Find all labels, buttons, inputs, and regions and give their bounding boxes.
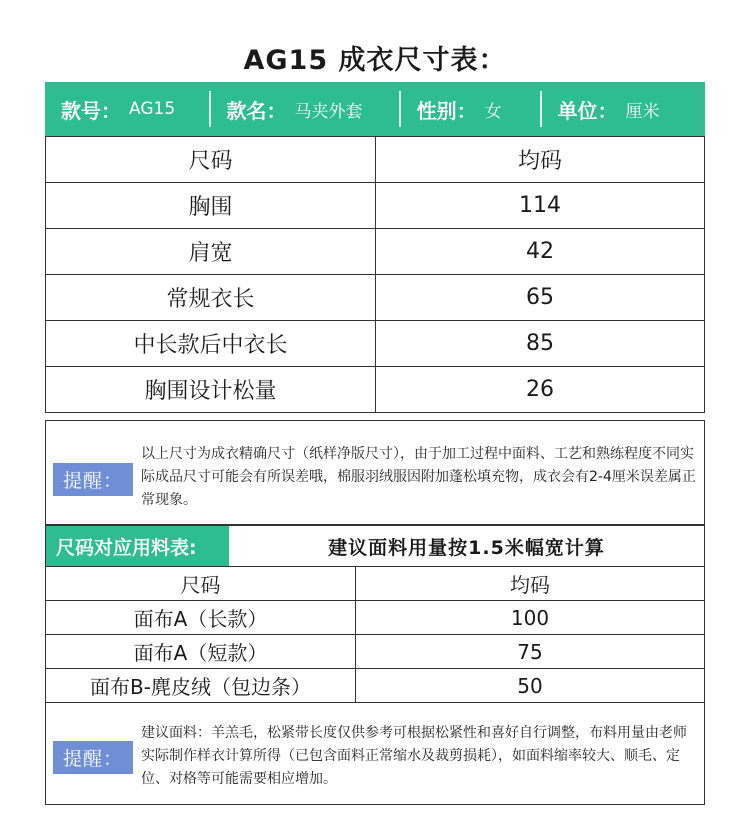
table-row xyxy=(46,183,705,229)
style-name-label: 款名： xyxy=(226,98,287,123)
table-header-row xyxy=(46,137,705,183)
measurement-name: 胸围设计松量 xyxy=(46,367,376,413)
table-header-cell: 尺码 xyxy=(46,567,356,601)
reminder-text: 以上尺寸为成衣精确尺寸（纸样净版尺寸），由于加工过程中面料、工艺和熟练程度不同实际成品尺寸可能会有所误差哦，棉服羽绒服因附加蓬松填充物，成衣会有2-4厘米误差属正常现象。 xyxy=(141,446,696,508)
gender-value: 女 xyxy=(484,101,502,122)
style-name xyxy=(209,91,399,127)
table-row xyxy=(46,229,705,275)
table-row xyxy=(46,367,705,413)
style-number-label: 款号： xyxy=(61,98,121,123)
fabric-name: 面布A（长款） xyxy=(46,601,356,635)
gender-label: 性别： xyxy=(416,98,477,123)
measurement-value: 85 xyxy=(376,321,705,367)
unit xyxy=(540,91,706,127)
table-row xyxy=(46,601,705,635)
table-header-cell: 尺码 xyxy=(46,137,376,183)
fabric-reminder-box xyxy=(45,702,705,805)
info-header-bar xyxy=(45,82,705,136)
unit-value: 厘米 xyxy=(625,101,660,122)
measurement-value: 65 xyxy=(376,275,705,321)
style-name-value: 马夹外套 xyxy=(294,101,363,122)
style-number-value: AG15 xyxy=(129,99,176,119)
measurement-value: 26 xyxy=(376,367,705,413)
measurement-name: 胸围 xyxy=(46,183,376,229)
size-table xyxy=(45,136,705,413)
fabric-width-tip: 建议面料用量按1.5米幅宽计算 xyxy=(328,536,605,559)
measurement-name: 肩宽 xyxy=(46,229,376,275)
table-header-row xyxy=(46,567,705,601)
table-row xyxy=(46,321,705,367)
table-row xyxy=(46,669,705,703)
measurement-value: 114 xyxy=(376,183,705,229)
fabric-name: 面布A（短款） xyxy=(46,635,356,669)
reminder-badge: 提醒： xyxy=(53,463,133,496)
reminder-badge: 提醒： xyxy=(53,741,133,774)
fabric-name: 面布B-麂皮绒（包边条） xyxy=(46,669,356,703)
unit-label: 单位： xyxy=(557,98,618,123)
table-header-cell: 均码 xyxy=(356,567,705,601)
reminder-box xyxy=(45,420,705,525)
gender xyxy=(399,91,540,127)
measurement-value: 42 xyxy=(376,229,705,275)
fabric-amount: 75 xyxy=(356,635,705,669)
fabric-table xyxy=(45,566,705,703)
fabric-amount: 100 xyxy=(356,601,705,635)
fabric-section-tag: 尺码对应用料表: xyxy=(46,526,229,566)
page-title: AG15 成衣尺寸表： xyxy=(243,45,507,76)
table-row xyxy=(46,275,705,321)
table-header-cell: 均码 xyxy=(376,137,705,183)
reminder-text: 建议面料：羊羔毛，松紧带长度仅供参考可根据松紧性和喜好自行调整，布料用量由老师实际制作样衣计算所得（已包含面料正常缩水及裁剪损耗），如面料缩率较大、顺毛、定位、对格等可能需要相应增加。 xyxy=(141,725,687,787)
fabric-amount: 50 xyxy=(356,669,705,703)
style-number xyxy=(45,91,209,127)
measurement-name: 中长款后中衣长 xyxy=(46,321,376,367)
table-row xyxy=(46,635,705,669)
fabric-section-header xyxy=(45,525,705,567)
measurement-name: 常规衣长 xyxy=(46,275,376,321)
